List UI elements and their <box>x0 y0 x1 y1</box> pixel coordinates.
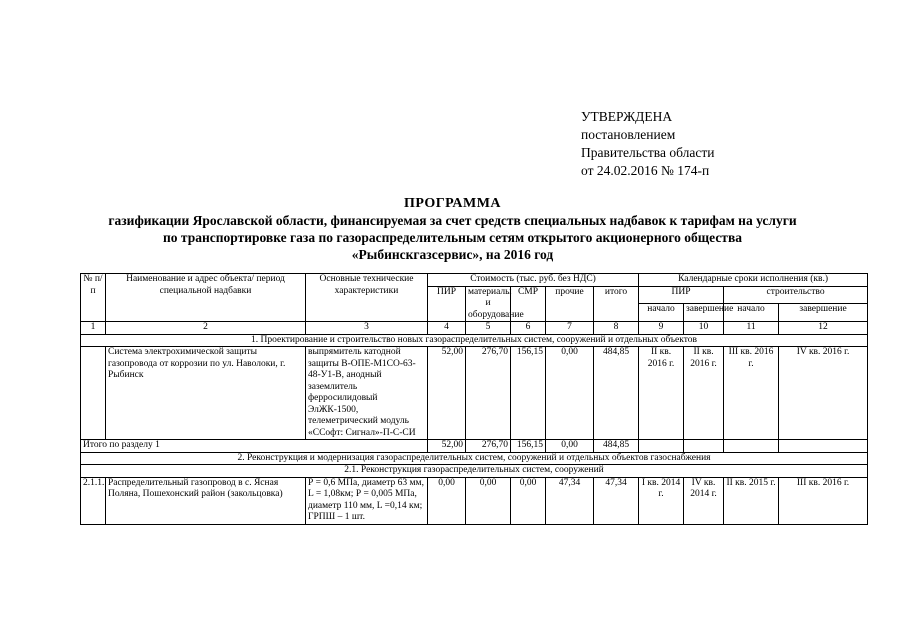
header-build-start: начало <box>724 304 779 322</box>
header-smr: СМР <box>511 286 546 322</box>
title-program: ПРОГРАММА <box>403 196 502 211</box>
section-2-title: 2. Реконструкция и модернизация газораспределительных систем, сооружений и отдельных объектов газоснабжения <box>81 452 868 465</box>
header-build-end: завершение <box>779 304 868 322</box>
header-num: № п/п <box>81 274 106 322</box>
approval-line-date: от 24.02.2016 № 174-п <box>581 163 710 178</box>
approval-line-government: Правительства области <box>581 145 715 160</box>
colnum: 3 <box>306 322 428 335</box>
subtotal-other: 0,00 <box>546 440 594 453</box>
colnum: 1 <box>81 322 106 335</box>
colnum: 11 <box>724 322 779 335</box>
header-materials: материалы и оборудование <box>466 286 511 322</box>
header-cost: Стоимость (тыс. руб. без НДС) <box>428 274 639 287</box>
colnum: 8 <box>594 322 639 335</box>
subtotal-materials: 276,70 <box>466 440 511 453</box>
row2-pir: 0,00 <box>428 477 466 524</box>
table-row <box>81 347 868 440</box>
empty-cell <box>639 440 684 453</box>
row1-materials: 276,70 <box>466 347 511 440</box>
empty-cell <box>724 440 779 453</box>
row2-total: 47,34 <box>594 477 639 524</box>
section-2-row <box>81 452 868 465</box>
header-row-1 <box>81 274 868 287</box>
row1-num <box>81 347 106 440</box>
row1-smr: 156,15 <box>511 347 546 440</box>
row1-build-end: IV кв. 2016 г. <box>779 347 868 440</box>
subtotal-pir: 52,00 <box>428 440 466 453</box>
row2-num: 2.1.1. <box>81 477 106 524</box>
row2-build-start: II кв. 2015 г. <box>724 477 779 524</box>
row2-name: Распределительный газопровод в с. Ясная Поляна, Пошехонский район (закольцовка) <box>106 477 306 524</box>
colnum: 5 <box>466 322 511 335</box>
colnum: 4 <box>428 322 466 335</box>
subtotal-row <box>81 440 868 453</box>
row2-pir-start: I кв. 2014 г. <box>639 477 684 524</box>
colnum: 10 <box>684 322 724 335</box>
row2-other: 47,34 <box>546 477 594 524</box>
header-pir-end: завершение <box>684 304 724 322</box>
header-tech: Основные технические характеристики <box>306 274 428 322</box>
header-schedule: Календарные сроки исполнения (кв.) <box>639 274 868 287</box>
approval-line-approved: УТВЕРЖДЕНА <box>581 109 673 124</box>
colnum: 7 <box>546 322 594 335</box>
header-sched-build: строительство <box>724 286 868 304</box>
table-row <box>81 477 868 524</box>
row2-smr: 0,00 <box>511 477 546 524</box>
row1-other: 0,00 <box>546 347 594 440</box>
empty-cell <box>684 440 724 453</box>
colnum: 2 <box>106 322 306 335</box>
subtotal-smr: 156,15 <box>511 440 546 453</box>
document-title <box>40 195 865 263</box>
approval-block <box>581 108 714 180</box>
column-number-row <box>81 322 868 335</box>
header-other: прочие <box>546 286 594 322</box>
empty-cell <box>779 440 868 453</box>
section-1-title: 1. Проектирование и строительство новых газораспределительных систем, сооружений и отдельных объектов <box>81 334 868 347</box>
row1-tech: выпрямитель катодной защиты В-ОПЕ-М1СО-63-48-У1-В, анодный заземлитель ферросилидовый ЭлЖК-1500, телеметрический модуль «ССофт: Сигнал»-П-С-СИ <box>306 347 428 440</box>
row2-materials: 0,00 <box>466 477 511 524</box>
row2-tech: Р = 0,6 МПа, диаметр 63 мм, L = 1,08км; Р = 0,005 МПа, диаметр 110 мм, L =0,14 км; ГРПШ – 1 шт. <box>306 477 428 524</box>
subtotal-total: 484,85 <box>594 440 639 453</box>
header-pir: ПИР <box>428 286 466 322</box>
row2-build-end: III кв. 2016 г. <box>779 477 868 524</box>
colnum: 12 <box>779 322 868 335</box>
section-1-row <box>81 334 868 347</box>
header-name: Наименование и адрес объекта/ период специальной надбавки <box>106 274 306 322</box>
row1-pir: 52,00 <box>428 347 466 440</box>
subtotal-label: Итого по разделу 1 <box>81 440 428 453</box>
section-2-1-row <box>81 465 868 478</box>
row1-build-start: III кв. 2016 г. <box>724 347 779 440</box>
header-total: итого <box>594 286 639 322</box>
header-sched-pir: ПИР <box>639 286 724 304</box>
title-line-3: «Рыбинскгазсервис», на 2016 год <box>351 247 554 262</box>
row1-name: Система электрохимической защиты газопровода от коррозии по ул. Наволоки, г. Рыбинск <box>106 347 306 440</box>
row1-pir-start: II кв. 2016 г. <box>639 347 684 440</box>
colnum: 6 <box>511 322 546 335</box>
header-pir-start: начало <box>639 304 684 322</box>
approval-line-resolution: постановлением <box>581 127 676 142</box>
title-line-1: газификации Ярославской области, финансируемая за счет средств специальных надбавок к тарифам на услуги <box>108 213 797 228</box>
row1-pir-end: II кв. 2016 г. <box>684 347 724 440</box>
title-line-2: по транспортировке газа по газораспределительным сетям открытого акционерного общества <box>163 230 742 245</box>
row2-pir-end: IV кв. 2014 г. <box>684 477 724 524</box>
section-2-1-title: 2.1. Реконструкция газораспределительных систем, сооружений <box>81 465 868 478</box>
row1-total: 484,85 <box>594 347 639 440</box>
program-table <box>80 273 868 525</box>
colnum: 9 <box>639 322 684 335</box>
